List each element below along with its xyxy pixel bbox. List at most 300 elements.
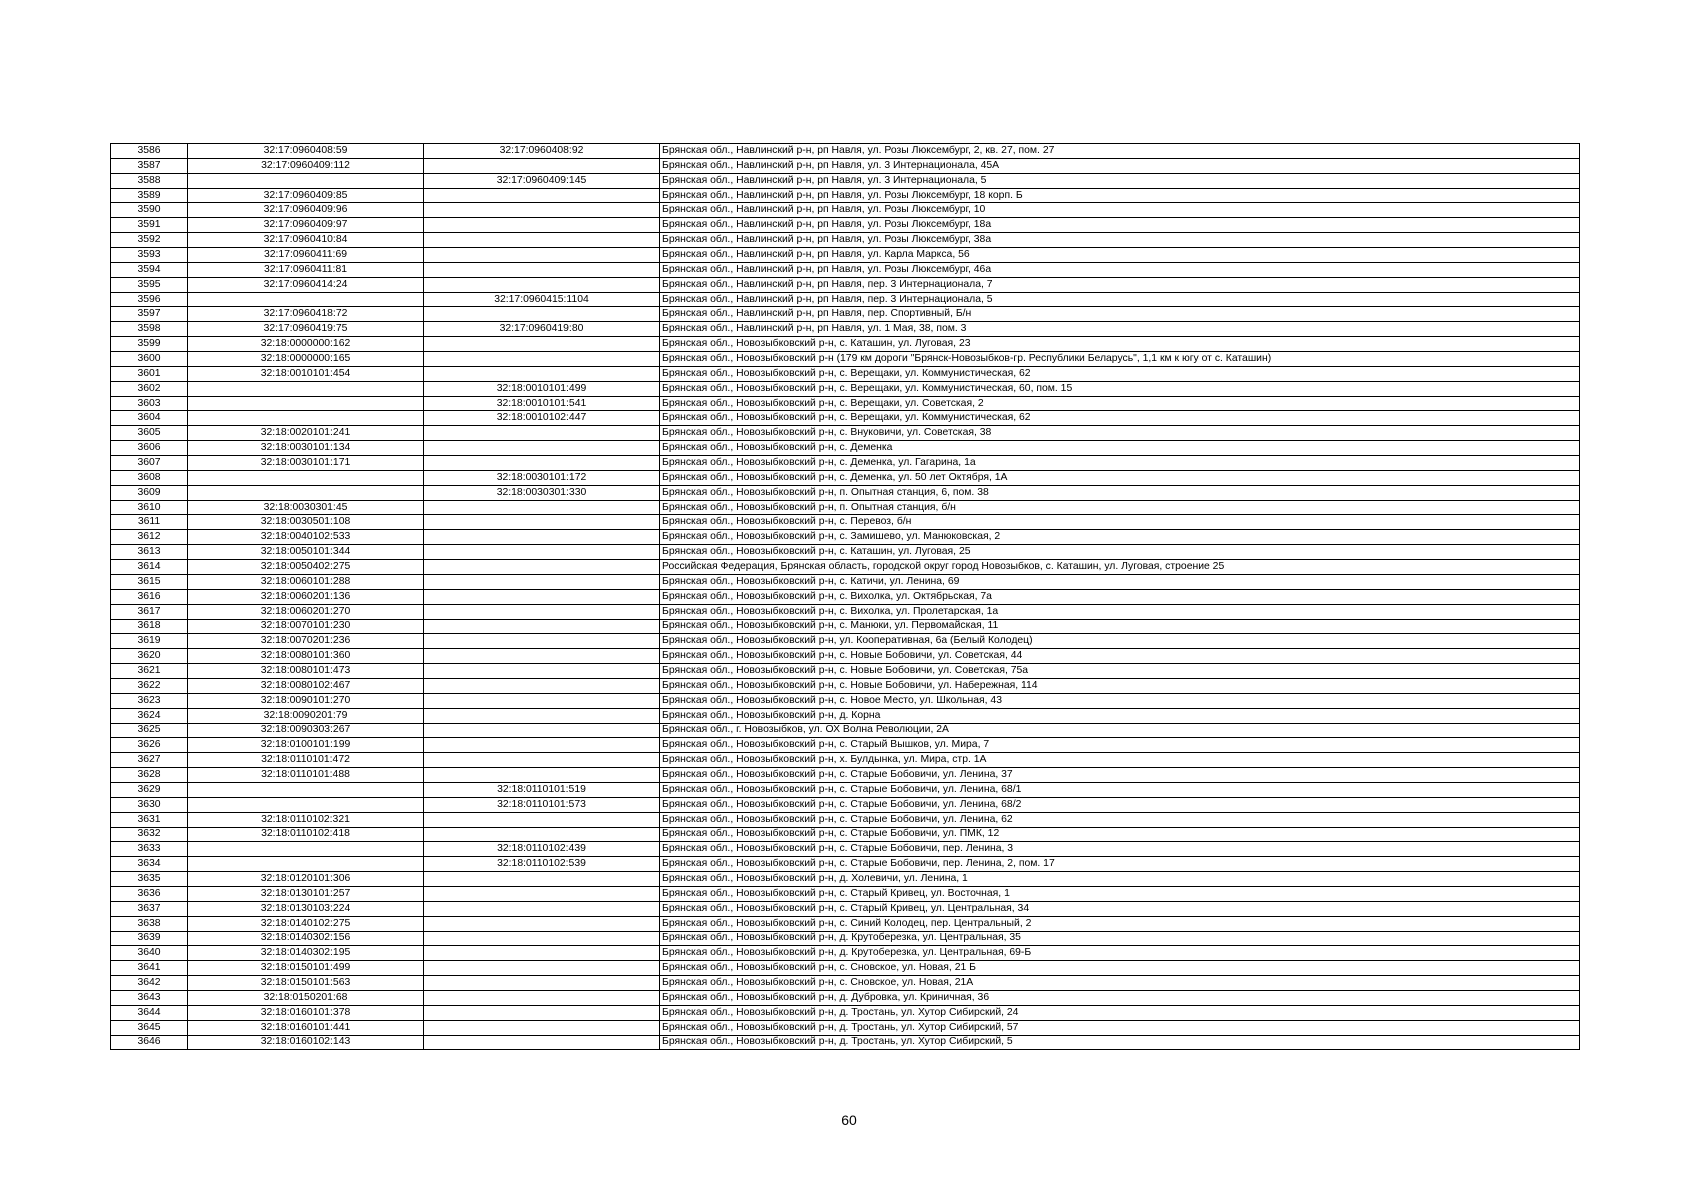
table-row — [111, 738, 1580, 753]
address: Брянская обл., Новозыбковский р-н, с. Синий Колодец, пер. Центральный, 2 — [660, 916, 1580, 931]
address: Брянская обл., Новозыбковский р-н, с. Деменка, ул. 50 лет Октября, 1А — [660, 470, 1580, 485]
cadastral-number-land: 32:17:0960409:112 — [188, 158, 424, 173]
table-row — [111, 872, 1580, 887]
table-row — [111, 886, 1580, 901]
address: Брянская обл., Новозыбковский р-н, д. Дубровка, ул. Криничная, 36 — [660, 990, 1580, 1005]
address: Брянская обл., Новозыбковский р-н, с. Вихолка, ул. Октябрьская, 7а — [660, 589, 1580, 604]
row-number: 3624 — [111, 708, 188, 723]
row-number: 3645 — [111, 1020, 188, 1035]
row-number: 3591 — [111, 218, 188, 233]
table-row — [111, 441, 1580, 456]
address: Брянская обл., Новозыбковский р-н, д. Тростань, ул. Хутор Сибирский, 57 — [660, 1020, 1580, 1035]
cadastral-number-land: 32:18:0150101:563 — [188, 976, 424, 991]
address: Брянская обл., Новозыбковский р-н, с. Старые Бобовичи, пер. Ленина, 2, пом. 17 — [660, 857, 1580, 872]
cadastral-number-building — [424, 218, 660, 233]
address: Брянская обл., Навлинский р-н, рп Навля, ул. 3 Интернационала, 5 — [660, 173, 1580, 188]
table-row — [111, 664, 1580, 679]
address: Брянская обл., Новозыбковский р-н, с. Верещаки, ул. Коммунистическая, 62 — [660, 411, 1580, 426]
cadastral-number-land: 32:18:0080102:467 — [188, 678, 424, 693]
cadastral-number-land: 32:18:0040102:533 — [188, 530, 424, 545]
address: Брянская обл., Новозыбковский р-н, с. Старый Кривец, ул. Центральная, 34 — [660, 901, 1580, 916]
table-row — [111, 396, 1580, 411]
table-row — [111, 708, 1580, 723]
cadastral-number-land: 32:18:0110101:472 — [188, 753, 424, 768]
cadastral-number-land: 32:18:0140302:195 — [188, 946, 424, 961]
address: Брянская обл., Новозыбковский р-н, с. Манюки, ул. Первомайская, 11 — [660, 619, 1580, 634]
address: Брянская обл., Новозыбковский р-н, п. Опытная станция, б/н — [660, 500, 1580, 515]
cadastral-number-building — [424, 604, 660, 619]
cadastral-number-building — [424, 203, 660, 218]
table-row — [111, 827, 1580, 842]
row-number: 3627 — [111, 753, 188, 768]
cadastral-number-land: 32:18:0130103:224 — [188, 901, 424, 916]
address: Брянская обл., Навлинский р-н, рп Навля, ул. Карла Маркса, 56 — [660, 248, 1580, 263]
cadastral-number-land: 32:18:0060101:288 — [188, 574, 424, 589]
table-body — [111, 144, 1580, 1050]
cadastral-number-building — [424, 664, 660, 679]
row-number: 3618 — [111, 619, 188, 634]
address: Брянская обл., Новозыбковский р-н, с. Новые Бобовичи, ул. Советская, 75а — [660, 664, 1580, 679]
cadastral-number-building — [424, 708, 660, 723]
address: Брянская обл., Новозыбковский р-н, с. Новое Место, ул. Школьная, 43 — [660, 693, 1580, 708]
cadastral-number-building — [424, 931, 660, 946]
cadastral-number-land — [188, 797, 424, 812]
address: Брянская обл., Новозыбковский р-н, с. Катичи, ул. Ленина, 69 — [660, 574, 1580, 589]
row-number: 3636 — [111, 886, 188, 901]
address: Брянская обл., Новозыбковский р-н, д. Тростань, ул. Хутор Сибирский, 24 — [660, 1005, 1580, 1020]
row-number: 3646 — [111, 1035, 188, 1050]
table-row — [111, 218, 1580, 233]
table-row — [111, 352, 1580, 367]
cadastral-number-building: 32:18:0010102:447 — [424, 411, 660, 426]
table-row — [111, 188, 1580, 203]
cadastral-number-land: 32:18:0090101:270 — [188, 693, 424, 708]
row-number: 3634 — [111, 857, 188, 872]
table-row — [111, 1035, 1580, 1050]
address: Брянская обл., Новозыбковский р-н, с. Деменка, ул. Гагарина, 1а — [660, 456, 1580, 471]
address: Брянская обл., Новозыбковский р-н, ул. Кооперативная, 6а (Белый Колодец) — [660, 634, 1580, 649]
cadastral-number-land: 32:18:0000000:165 — [188, 352, 424, 367]
table-row — [111, 604, 1580, 619]
cadastral-number-land: 32:18:0060201:136 — [188, 589, 424, 604]
table-row — [111, 144, 1580, 159]
row-number: 3590 — [111, 203, 188, 218]
cadastral-number-building: 32:18:0010101:541 — [424, 396, 660, 411]
address: Брянская обл., Новозыбковский р-н, с. Деменка — [660, 441, 1580, 456]
row-number: 3641 — [111, 961, 188, 976]
cadastral-number-building: 32:18:0030101:172 — [424, 470, 660, 485]
cadastral-number-land: 32:18:0140302:156 — [188, 931, 424, 946]
cadastral-number-land: 32:18:0100101:199 — [188, 738, 424, 753]
table-row — [111, 693, 1580, 708]
cadastral-number-building: 32:17:0960419:80 — [424, 322, 660, 337]
cadastral-number-land — [188, 842, 424, 857]
address: Брянская обл., г. Новозыбков, ул. ОХ Волна Революции, 2А — [660, 723, 1580, 738]
address: Брянская обл., Новозыбковский р-н, д. Холевичи, ул. Ленина, 1 — [660, 872, 1580, 887]
cadastral-number-building — [424, 515, 660, 530]
row-number: 3605 — [111, 426, 188, 441]
row-number: 3622 — [111, 678, 188, 693]
table-row — [111, 649, 1580, 664]
cadastral-number-building — [424, 158, 660, 173]
row-number: 3607 — [111, 456, 188, 471]
cadastral-number-building — [424, 738, 660, 753]
cadastral-number-building — [424, 768, 660, 783]
cadastral-number-land — [188, 292, 424, 307]
row-number: 3619 — [111, 634, 188, 649]
cadastral-number-building — [424, 426, 660, 441]
row-number: 3614 — [111, 560, 188, 575]
address: Брянская обл., Новозыбковский р-н, х. Булдынка, ул. Мира, стр. 1А — [660, 753, 1580, 768]
table-row — [111, 366, 1580, 381]
row-number: 3608 — [111, 470, 188, 485]
cadastral-number-land: 32:18:0070201:236 — [188, 634, 424, 649]
cadastral-number-building — [424, 990, 660, 1005]
address: Брянская обл., Новозыбковский р-н (179 км дороги "Брянск-Новозыбков-гр. Республики Беларусь", 1,1 км к югу от с. Каташин) — [660, 352, 1580, 367]
table-row — [111, 619, 1580, 634]
table-row — [111, 530, 1580, 545]
table-row — [111, 574, 1580, 589]
table-row — [111, 678, 1580, 693]
cadastral-number-building: 32:18:0010101:499 — [424, 381, 660, 396]
table-row — [111, 976, 1580, 991]
table-row — [111, 158, 1580, 173]
cadastral-number-land: 32:18:0140102:275 — [188, 916, 424, 931]
cadastral-number-building — [424, 753, 660, 768]
row-number: 3586 — [111, 144, 188, 159]
row-number: 3620 — [111, 649, 188, 664]
table-row — [111, 812, 1580, 827]
cadastral-number-land: 32:18:0150101:499 — [188, 961, 424, 976]
table-row — [111, 337, 1580, 352]
cadastral-number-land — [188, 396, 424, 411]
row-number: 3600 — [111, 352, 188, 367]
address: Брянская обл., Новозыбковский р-н, п. Опытная станция, 6, пом. 38 — [660, 485, 1580, 500]
cadastral-number-land: 32:18:0030301:45 — [188, 500, 424, 515]
row-number: 3611 — [111, 515, 188, 530]
address: Брянская обл., Новозыбковский р-н, д. Крутоберезка, ул. Центральная, 35 — [660, 931, 1580, 946]
cadastral-number-land: 32:17:0960410:84 — [188, 233, 424, 248]
address: Брянская обл., Новозыбковский р-н, с. Верещаки, ул. Коммунистическая, 60, пом. 15 — [660, 381, 1580, 396]
cadastral-number-building — [424, 634, 660, 649]
address: Брянская обл., Навлинский р-н, рп Навля, пер. 3 Интернационала, 7 — [660, 277, 1580, 292]
cadastral-number-land: 32:18:0050402:275 — [188, 560, 424, 575]
table-row — [111, 589, 1580, 604]
table-row — [111, 248, 1580, 263]
cadastral-number-building — [424, 188, 660, 203]
cadastral-number-building — [424, 649, 660, 664]
cadastral-number-land: 32:18:0030101:134 — [188, 441, 424, 456]
cadastral-number-building — [424, 812, 660, 827]
table-row — [111, 456, 1580, 471]
address: Брянская обл., Новозыбковский р-н, с. Старые Бобовичи, ул. Ленина, 37 — [660, 768, 1580, 783]
row-number: 3626 — [111, 738, 188, 753]
address: Брянская обл., Новозыбковский р-н, с. Верещаки, ул. Коммунистическая, 62 — [660, 366, 1580, 381]
cadastral-number-building — [424, 456, 660, 471]
address: Брянская обл., Новозыбковский р-н, с. Старые Бобовичи, ул. Ленина, 62 — [660, 812, 1580, 827]
cadastral-number-building — [424, 723, 660, 738]
address: Брянская обл., Навлинский р-н, рп Навля, ул. Розы Люксембург, 18 корп. Б — [660, 188, 1580, 203]
cadastral-number-building — [424, 248, 660, 263]
table-row — [111, 901, 1580, 916]
table-row — [111, 634, 1580, 649]
cadastral-number-building — [424, 441, 660, 456]
table-row — [111, 411, 1580, 426]
cadastral-number-land: 32:18:0110102:321 — [188, 812, 424, 827]
cadastral-number-building — [424, 693, 660, 708]
table-row — [111, 173, 1580, 188]
row-number: 3594 — [111, 262, 188, 277]
cadastral-number-land — [188, 411, 424, 426]
cadastral-number-building: 32:18:0030301:330 — [424, 485, 660, 500]
table-row — [111, 931, 1580, 946]
address: Брянская обл., Новозыбковский р-н, с. Каташин, ул. Луговая, 25 — [660, 545, 1580, 560]
cadastral-number-land — [188, 857, 424, 872]
table-row — [111, 857, 1580, 872]
cadastral-number-building — [424, 886, 660, 901]
row-number: 3597 — [111, 307, 188, 322]
cadastral-number-building — [424, 307, 660, 322]
cadastral-number-building — [424, 872, 660, 887]
row-number: 3612 — [111, 530, 188, 545]
row-number: 3616 — [111, 589, 188, 604]
cadastral-number-land — [188, 782, 424, 797]
table-row — [111, 916, 1580, 931]
row-number: 3596 — [111, 292, 188, 307]
address: Брянская обл., Новозыбковский р-н, с. Новые Бобовичи, ул. Набережная, 114 — [660, 678, 1580, 693]
cadastral-number-land: 32:18:0120101:306 — [188, 872, 424, 887]
table-row — [111, 307, 1580, 322]
cadastral-number-building: 32:17:0960409:145 — [424, 173, 660, 188]
address: Брянская обл., Новозыбковский р-н, с. Старый Кривец, ул. Восточная, 1 — [660, 886, 1580, 901]
address: Брянская обл., Новозыбковский р-н, с. Верещаки, ул. Советская, 2 — [660, 396, 1580, 411]
row-number: 3599 — [111, 337, 188, 352]
address: Брянская обл., Навлинский р-н, рп Навля, ул. Розы Люксембург, 18а — [660, 218, 1580, 233]
cadastral-number-building — [424, 352, 660, 367]
cadastral-number-building — [424, 530, 660, 545]
row-number: 3630 — [111, 797, 188, 812]
row-number: 3593 — [111, 248, 188, 263]
table-row — [111, 381, 1580, 396]
table-row — [111, 1005, 1580, 1020]
cadastral-number-land: 32:17:0960409:96 — [188, 203, 424, 218]
row-number: 3629 — [111, 782, 188, 797]
cadastral-number-land: 32:18:0110102:418 — [188, 827, 424, 842]
address: Брянская обл., Новозыбковский р-н, с. Старые Бобовичи, ул. ПМК, 12 — [660, 827, 1580, 842]
address: Брянская обл., Новозыбковский р-н, с. Новые Бобовичи, ул. Советская, 44 — [660, 649, 1580, 664]
cadastral-number-land: 32:18:0160101:441 — [188, 1020, 424, 1035]
cadastral-number-building — [424, 678, 660, 693]
cadastral-number-building: 32:18:0110101:519 — [424, 782, 660, 797]
cadastral-number-building — [424, 366, 660, 381]
table-row — [111, 545, 1580, 560]
table-row — [111, 262, 1580, 277]
row-number: 3609 — [111, 485, 188, 500]
row-number: 3642 — [111, 976, 188, 991]
address: Брянская обл., Новозыбковский р-н, с. Старые Бобовичи, ул. Ленина, 68/1 — [660, 782, 1580, 797]
row-number: 3643 — [111, 990, 188, 1005]
cadastral-number-land: 32:17:0960408:59 — [188, 144, 424, 159]
row-number: 3628 — [111, 768, 188, 783]
table-row — [111, 277, 1580, 292]
address: Брянская обл., Новозыбковский р-н, с. Сновское, ул. Новая, 21 Б — [660, 961, 1580, 976]
table-row — [111, 500, 1580, 515]
table-row — [111, 485, 1580, 500]
cadastral-number-building — [424, 1020, 660, 1035]
table-row — [111, 990, 1580, 1005]
row-number: 3623 — [111, 693, 188, 708]
row-number: 3615 — [111, 574, 188, 589]
address: Брянская обл., Навлинский р-н, рп Навля, ул. Розы Люксембург, 46а — [660, 262, 1580, 277]
cadastral-number-land: 32:18:0150201:68 — [188, 990, 424, 1005]
cadastral-number-land: 32:18:0090201:79 — [188, 708, 424, 723]
cadastral-number-building: 32:17:0960415:1104 — [424, 292, 660, 307]
table-row — [111, 515, 1580, 530]
cadastral-number-building — [424, 916, 660, 931]
table-row — [111, 723, 1580, 738]
cadastral-number-building — [424, 901, 660, 916]
table-row — [111, 797, 1580, 812]
table-row — [111, 753, 1580, 768]
cadastral-number-land: 32:18:0080101:360 — [188, 649, 424, 664]
row-number: 3639 — [111, 931, 188, 946]
row-number: 3621 — [111, 664, 188, 679]
cadastral-number-land: 32:17:0960418:72 — [188, 307, 424, 322]
cadastral-number-land: 32:18:0000000:162 — [188, 337, 424, 352]
cadastral-number-land: 32:18:0090303:267 — [188, 723, 424, 738]
cadastral-number-land — [188, 381, 424, 396]
table-row — [111, 946, 1580, 961]
row-number: 3598 — [111, 322, 188, 337]
cadastral-number-land: 32:18:0030101:171 — [188, 456, 424, 471]
address: Брянская обл., Навлинский р-н, рп Навля, ул. Розы Люксембург, 38а — [660, 233, 1580, 248]
table-row — [111, 560, 1580, 575]
cadastral-number-land — [188, 173, 424, 188]
address: Брянская обл., Новозыбковский р-н, с. Каташин, ул. Луговая, 23 — [660, 337, 1580, 352]
address: Брянская обл., Новозыбковский р-н, с. Вихолка, ул. Пролетарская, 1а — [660, 604, 1580, 619]
row-number: 3601 — [111, 366, 188, 381]
page-number: 60 — [841, 1112, 857, 1128]
cadastral-number-building: 32:18:0110102:439 — [424, 842, 660, 857]
table-row — [111, 842, 1580, 857]
row-number: 3632 — [111, 827, 188, 842]
cadastral-number-building — [424, 946, 660, 961]
cadastral-number-land: 32:17:0960414:24 — [188, 277, 424, 292]
cadastral-number-land: 32:18:0030501:108 — [188, 515, 424, 530]
cadastral-number-building — [424, 589, 660, 604]
row-number: 3638 — [111, 916, 188, 931]
cadastral-number-land: 32:17:0960411:81 — [188, 262, 424, 277]
table-row — [111, 961, 1580, 976]
address: Брянская обл., Навлинский р-н, рп Навля, ул. 1 Мая, 38, пом. 3 — [660, 322, 1580, 337]
cadastral-number-land: 32:18:0110101:488 — [188, 768, 424, 783]
cadastral-number-land: 32:18:0020101:241 — [188, 426, 424, 441]
row-number: 3587 — [111, 158, 188, 173]
cadastral-number-building — [424, 619, 660, 634]
cadastral-number-building — [424, 560, 660, 575]
table-row — [111, 1020, 1580, 1035]
cadastral-number-building — [424, 1035, 660, 1050]
table-row — [111, 470, 1580, 485]
cadastral-number-land: 32:18:0160102:143 — [188, 1035, 424, 1050]
row-number: 3603 — [111, 396, 188, 411]
row-number: 3617 — [111, 604, 188, 619]
row-number: 3644 — [111, 1005, 188, 1020]
address: Брянская обл., Новозыбковский р-н, д. Корна — [660, 708, 1580, 723]
address: Брянская обл., Новозыбковский р-н, с. Замишево, ул. Манюковская, 2 — [660, 530, 1580, 545]
cadastral-number-land — [188, 470, 424, 485]
address: Брянская обл., Новозыбковский р-н, с. Старый Вышков, ул. Мира, 7 — [660, 738, 1580, 753]
table-row — [111, 426, 1580, 441]
cadastral-number-building — [424, 961, 660, 976]
address: Российская Федерация, Брянская область, городской округ город Новозыбков, с. Каташин, ул. Луговая, строение 25 — [660, 560, 1580, 575]
cadastral-number-land: 32:17:0960419:75 — [188, 322, 424, 337]
cadastral-number-land: 32:18:0160101:378 — [188, 1005, 424, 1020]
address: Брянская обл., Новозыбковский р-н, д. Крутоберезка, ул. Центральная, 69-Б — [660, 946, 1580, 961]
cadastral-number-land: 32:18:0010101:454 — [188, 366, 424, 381]
address: Брянская обл., Новозыбковский р-н, с. Старые Бобовичи, ул. Ленина, 68/2 — [660, 797, 1580, 812]
row-number: 3595 — [111, 277, 188, 292]
cadastral-number-building — [424, 262, 660, 277]
address: Брянская обл., Новозыбковский р-н, с. Внуковичи, ул. Советская, 38 — [660, 426, 1580, 441]
row-number: 3602 — [111, 381, 188, 396]
cadastral-number-building — [424, 337, 660, 352]
cadastral-number-building: 32:17:0960408:92 — [424, 144, 660, 159]
address: Брянская обл., Новозыбковский р-н, с. Старые Бобовичи, пер. Ленина, 3 — [660, 842, 1580, 857]
address: Брянская обл., Новозыбковский р-н, с. Сновское, ул. Новая, 21А — [660, 976, 1580, 991]
row-number: 3613 — [111, 545, 188, 560]
cadastral-number-building — [424, 976, 660, 991]
cadastral-number-building — [424, 545, 660, 560]
row-number: 3610 — [111, 500, 188, 515]
cadastral-number-building — [424, 574, 660, 589]
row-number: 3640 — [111, 946, 188, 961]
table-row — [111, 233, 1580, 248]
row-number: 3588 — [111, 173, 188, 188]
cadastral-number-building: 32:18:0110101:573 — [424, 797, 660, 812]
cadastral-number-building — [424, 1005, 660, 1020]
address: Брянская обл., Навлинский р-н, рп Навля, ул. Розы Люксембург, 10 — [660, 203, 1580, 218]
cadastral-number-building: 32:18:0110102:539 — [424, 857, 660, 872]
address: Брянская обл., Навлинский р-н, рп Навля, ул. Розы Люксембург, 2, кв. 27, пом. 27 — [660, 144, 1580, 159]
cadastral-number-building — [424, 500, 660, 515]
table-row — [111, 203, 1580, 218]
cadastral-number-land: 32:18:0050101:344 — [188, 545, 424, 560]
address: Брянская обл., Новозыбковский р-н, с. Перевоз, б/н — [660, 515, 1580, 530]
cadastral-number-land: 32:18:0080101:473 — [188, 664, 424, 679]
row-number: 3592 — [111, 233, 188, 248]
address: Брянская обл., Навлинский р-н, рп Навля, пер. 3 Интернационала, 5 — [660, 292, 1580, 307]
row-number: 3589 — [111, 188, 188, 203]
address: Брянская обл., Навлинский р-н, рп Навля, ул. 3 Интернационала, 45А — [660, 158, 1580, 173]
cadastral-number-land — [188, 485, 424, 500]
row-number: 3606 — [111, 441, 188, 456]
row-number: 3625 — [111, 723, 188, 738]
table-row — [111, 292, 1580, 307]
cadastral-number-land: 32:17:0960409:97 — [188, 218, 424, 233]
table-row — [111, 322, 1580, 337]
cadastral-number-land: 32:17:0960409:85 — [188, 188, 424, 203]
table-row — [111, 782, 1580, 797]
row-number: 3635 — [111, 872, 188, 887]
cadastral-number-land: 32:18:0070101:230 — [188, 619, 424, 634]
cadastral-number-building — [424, 827, 660, 842]
address: Брянская обл., Новозыбковский р-н, д. Тростань, ул. Хутор Сибирский, 5 — [660, 1035, 1580, 1050]
table-row — [111, 768, 1580, 783]
address: Брянская обл., Навлинский р-н, рп Навля, пер. Спортивный, Б/н — [660, 307, 1580, 322]
property-table — [110, 143, 1580, 1050]
row-number: 3631 — [111, 812, 188, 827]
